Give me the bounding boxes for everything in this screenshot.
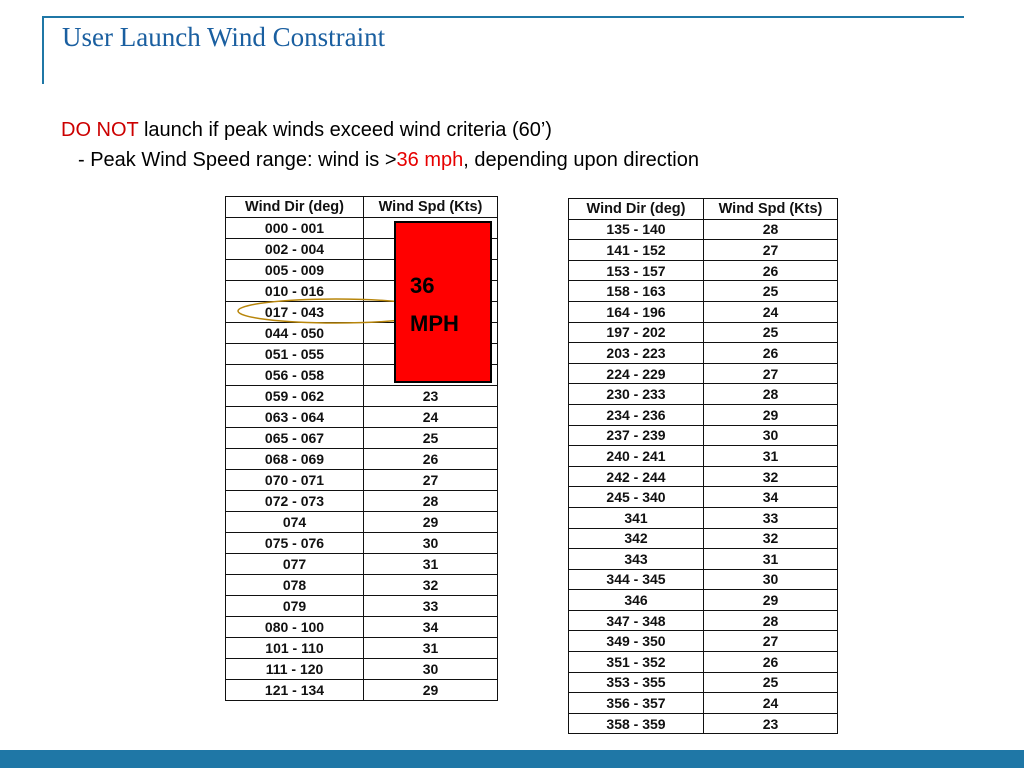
table-row [226, 617, 498, 638]
right-wind-table [568, 198, 838, 734]
wind-spd-cell: 26 [704, 260, 838, 281]
wind-spd-cell: 34 [364, 617, 498, 638]
constraint-text: launch if peak winds exceed wind criteria (60’) [138, 119, 552, 141]
table-row [226, 386, 498, 407]
table-row [569, 260, 838, 281]
wind-dir-cell: 005 - 009 [226, 260, 364, 281]
wind-dir-cell: 002 - 004 [226, 239, 364, 260]
wind-spd-cell: 27 [704, 240, 838, 261]
wind-dir-cell: 342 [569, 528, 704, 549]
table-row [569, 610, 838, 631]
wind-dir-cell: 078 [226, 575, 364, 596]
title-accent-bar [42, 16, 44, 84]
wind-spd-cell: 30 [364, 533, 498, 554]
table-row [569, 528, 838, 549]
wind-spd-cell: 28 [704, 384, 838, 405]
wind-spd-cell: 31 [704, 446, 838, 467]
wind-spd-cell: 31 [704, 549, 838, 570]
table-row [226, 491, 498, 512]
footer-bar [0, 750, 1024, 768]
wind-spd-cell: 23 [364, 386, 498, 407]
header-wind-spd: Wind Spd (Kts) [704, 199, 838, 220]
table-row [569, 446, 838, 467]
wind-dir-cell: 000 - 001 [226, 218, 364, 239]
wind-spd-cell: 32 [704, 528, 838, 549]
wind-spd-cell: 24 [704, 301, 838, 322]
wind-dir-cell: 056 - 058 [226, 365, 364, 386]
wind-dir-cell: 230 - 233 [569, 384, 704, 405]
wind-dir-cell: 358 - 359 [569, 713, 704, 734]
wind-dir-cell: 080 - 100 [226, 617, 364, 638]
table-row [569, 384, 838, 405]
table-row [569, 343, 838, 364]
wind-spd-cell: 23 [704, 713, 838, 734]
wind-spd-cell: 26 [364, 449, 498, 470]
mph-callout-box [394, 221, 492, 383]
wind-dir-cell: 341 [569, 507, 704, 528]
wind-spd-cell: 34 [704, 487, 838, 508]
wind-dir-cell: 343 [569, 549, 704, 570]
table-row [226, 407, 498, 428]
wind-dir-cell: 075 - 076 [226, 533, 364, 554]
wind-dir-cell: 203 - 223 [569, 343, 704, 364]
wind-dir-cell: 121 - 134 [226, 680, 364, 701]
table-row [569, 301, 838, 322]
wind-spd-cell: 25 [704, 322, 838, 343]
table-row [569, 322, 838, 343]
wind-dir-cell: 242 - 244 [569, 466, 704, 487]
constraint-line [61, 119, 552, 142]
wind-spd-cell: 29 [704, 590, 838, 611]
wind-dir-cell: 065 - 067 [226, 428, 364, 449]
table-row [569, 281, 838, 302]
wind-dir-cell: 017 - 043 [226, 302, 364, 323]
wind-dir-cell: 068 - 069 [226, 449, 364, 470]
wind-dir-cell: 111 - 120 [226, 659, 364, 680]
title-divider [42, 16, 964, 18]
table-row [569, 487, 838, 508]
wind-dir-cell: 353 - 355 [569, 672, 704, 693]
wind-dir-cell: 351 - 352 [569, 652, 704, 673]
wind-spd-cell: 29 [704, 404, 838, 425]
table-row [569, 425, 838, 446]
wind-spd-cell: 25 [704, 281, 838, 302]
wind-dir-cell: 072 - 073 [226, 491, 364, 512]
wind-dir-cell: 346 [569, 590, 704, 611]
wind-spd-cell: 30 [364, 659, 498, 680]
peak-wind-suffix: , depending upon direction [463, 149, 699, 171]
table-header-row [569, 199, 838, 220]
wind-dir-cell: 164 - 196 [569, 301, 704, 322]
wind-dir-cell: 059 - 062 [226, 386, 364, 407]
do-not-text: DO NOT [61, 119, 139, 141]
table-row [226, 512, 498, 533]
table-row [569, 693, 838, 714]
table-row [226, 596, 498, 617]
header-wind-spd: Wind Spd (Kts) [364, 197, 498, 218]
wind-spd-cell: 28 [364, 491, 498, 512]
wind-spd-cell: 28 [704, 219, 838, 240]
table-row [226, 680, 498, 701]
wind-spd-cell: 24 [364, 407, 498, 428]
wind-dir-cell: 010 - 016 [226, 281, 364, 302]
table-row [226, 470, 498, 491]
peak-wind-value: 36 mph [396, 149, 464, 171]
peak-wind-text: - Peak Wind Speed range: wind is > [78, 149, 397, 171]
wind-spd-cell: 27 [364, 470, 498, 491]
table-row [569, 569, 838, 590]
table-row [226, 575, 498, 596]
wind-dir-cell: 044 - 050 [226, 323, 364, 344]
table-row [226, 428, 498, 449]
table-row [569, 404, 838, 425]
wind-spd-cell: 25 [704, 672, 838, 693]
table-row [569, 713, 838, 734]
wind-spd-cell: 32 [364, 575, 498, 596]
header-wind-dir: Wind Dir (deg) [569, 199, 704, 220]
table-row [569, 363, 838, 384]
wind-spd-cell: 27 [704, 631, 838, 652]
wind-spd-cell: 32 [704, 466, 838, 487]
table-row [569, 507, 838, 528]
table-row [569, 549, 838, 570]
wind-spd-cell: 33 [364, 596, 498, 617]
wind-dir-cell: 070 - 071 [226, 470, 364, 491]
header-wind-dir: Wind Dir (deg) [226, 197, 364, 218]
table-row [569, 652, 838, 673]
peak-wind-line [78, 149, 699, 172]
wind-spd-cell: 33 [704, 507, 838, 528]
wind-spd-cell: 25 [364, 428, 498, 449]
table-row [569, 631, 838, 652]
wind-dir-cell: 077 [226, 554, 364, 575]
table-row [226, 554, 498, 575]
wind-dir-cell: 197 - 202 [569, 322, 704, 343]
table-row [569, 219, 838, 240]
wind-spd-cell: 24 [704, 693, 838, 714]
wind-spd-cell: 29 [364, 680, 498, 701]
wind-dir-cell: 079 [226, 596, 364, 617]
wind-spd-cell: 31 [364, 638, 498, 659]
wind-dir-cell: 234 - 236 [569, 404, 704, 425]
wind-spd-cell: 26 [704, 343, 838, 364]
table-row [569, 590, 838, 611]
wind-dir-cell: 135 - 140 [569, 219, 704, 240]
wind-dir-cell: 245 - 340 [569, 487, 704, 508]
wind-dir-cell: 347 - 348 [569, 610, 704, 631]
wind-spd-cell: 31 [364, 554, 498, 575]
table-header-row [226, 197, 498, 218]
slide-title: User Launch Wind Constraint [62, 22, 386, 52]
wind-spd-cell: 26 [704, 652, 838, 673]
wind-dir-cell: 141 - 152 [569, 240, 704, 261]
wind-dir-cell: 101 - 110 [226, 638, 364, 659]
wind-spd-cell: 30 [704, 569, 838, 590]
wind-dir-cell: 237 - 239 [569, 425, 704, 446]
wind-dir-cell: 051 - 055 [226, 344, 364, 365]
wind-dir-cell: 344 - 345 [569, 569, 704, 590]
wind-dir-cell: 153 - 157 [569, 260, 704, 281]
wind-dir-cell: 158 - 163 [569, 281, 704, 302]
callout-number: 36 [410, 273, 435, 298]
wind-dir-cell: 349 - 350 [569, 631, 704, 652]
wind-dir-cell: 063 - 064 [226, 407, 364, 428]
table-row [226, 638, 498, 659]
table-row [226, 449, 498, 470]
table-row [569, 672, 838, 693]
wind-spd-cell: 28 [704, 610, 838, 631]
table-row [569, 240, 838, 261]
wind-dir-cell: 224 - 229 [569, 363, 704, 384]
wind-spd-cell: 29 [364, 512, 498, 533]
wind-dir-cell: 240 - 241 [569, 446, 704, 467]
table-row [569, 466, 838, 487]
wind-spd-cell: 30 [704, 425, 838, 446]
wind-dir-cell: 074 [226, 512, 364, 533]
wind-dir-cell: 356 - 357 [569, 693, 704, 714]
table-row [226, 533, 498, 554]
wind-spd-cell: 27 [704, 363, 838, 384]
callout-unit: MPH [410, 311, 459, 336]
table-row [226, 659, 498, 680]
